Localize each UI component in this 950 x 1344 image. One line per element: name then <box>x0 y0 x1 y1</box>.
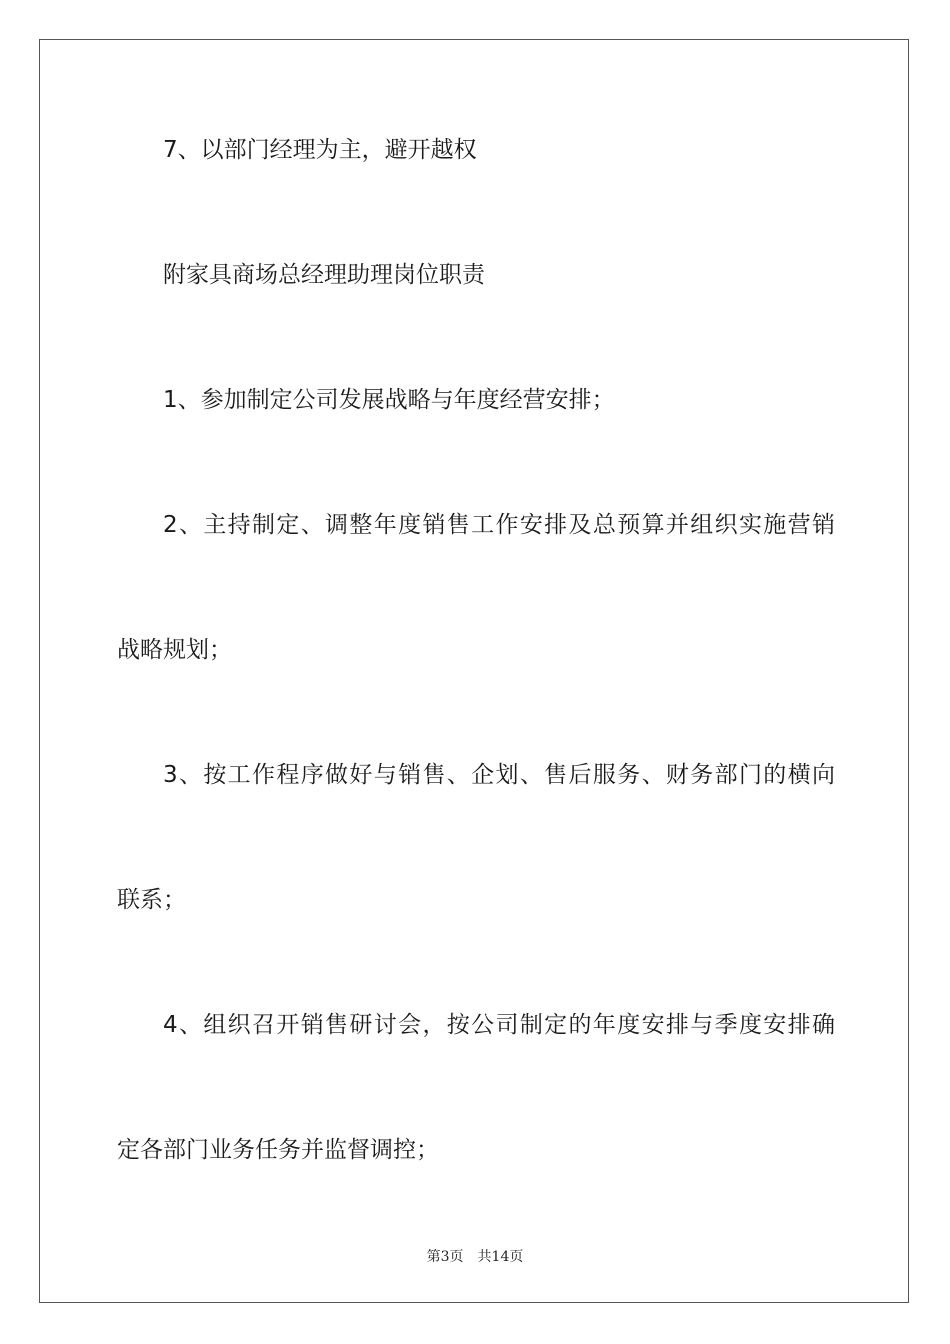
page-number: 第3页 <box>426 1249 464 1265</box>
paragraph-line-1: 7、以部门经理为主，避开越权 <box>163 137 477 163</box>
page-border <box>39 39 909 1303</box>
paragraph-line-8: 4、组织召开销售研讨会，按公司制定的年度安排与季度安排确 <box>163 1012 835 1038</box>
page-footer <box>0 1247 950 1267</box>
paragraph-line-7: 联系； <box>117 887 186 913</box>
paragraph-line-2: 附家具商场总经理助理岗位职责 <box>163 262 485 288</box>
paragraph-line-5: 战略规划； <box>117 637 232 663</box>
paragraph-line-4: 2、主持制定、调整年度销售工作安排及总预算并组织实施营销 <box>163 512 835 538</box>
paragraph-line-3: 1、参加制定公司发展战略与年度经营安排； <box>163 387 615 413</box>
paragraph-line-6: 3、按工作程序做好与销售、企划、售后服务、财务部门的横向 <box>163 762 835 788</box>
total-pages: 共14页 <box>477 1249 524 1265</box>
paragraph-line-9: 定各部门业务任务并监督调控； <box>117 1137 439 1163</box>
